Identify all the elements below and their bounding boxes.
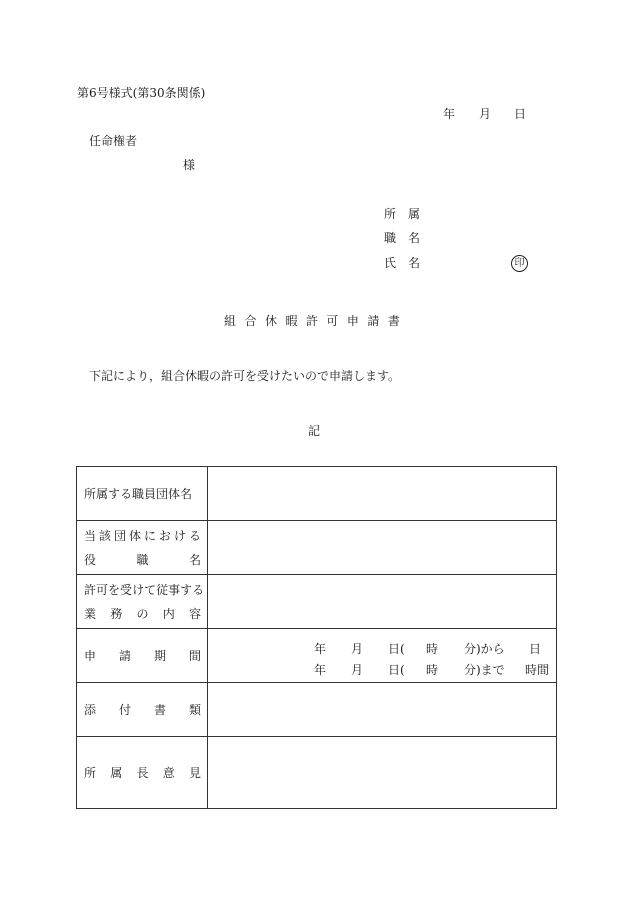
label-char: 団 <box>113 528 126 543</box>
attachments-field[interactable] <box>208 683 557 737</box>
applicant-position-label-2: 名 <box>408 231 421 245</box>
label-char: 許 <box>84 582 97 597</box>
application-table <box>76 466 557 809</box>
label-cell <box>77 629 208 683</box>
title-char: 休 <box>264 314 277 328</box>
label-cell <box>77 467 208 521</box>
period-year-label: 年 <box>314 642 327 656</box>
label-char: 役 <box>84 552 97 567</box>
table-row <box>77 683 557 737</box>
table-row <box>77 737 557 809</box>
label-char: 従 <box>156 582 169 597</box>
applicant-name-label-1: 氏 <box>384 256 397 270</box>
label-char: 可 <box>96 582 109 597</box>
date-year-label: 年 <box>443 107 456 121</box>
addressee-honorific: 様 <box>183 158 196 172</box>
period-days-unit: 日 <box>529 642 542 656</box>
period-line-to <box>208 661 556 675</box>
period-month-label: 月 <box>351 663 364 677</box>
period-hour-label: 時 <box>426 642 439 656</box>
title-char: 申 <box>346 314 359 328</box>
label-char: け <box>173 528 186 543</box>
applicant-name-label-2: 名 <box>408 256 421 270</box>
title-char: 請 <box>367 314 380 328</box>
label-char: 期 <box>153 648 166 663</box>
label-char: る <box>192 582 205 597</box>
label-char: 属 <box>110 765 123 780</box>
seal-mark: 印 <box>511 255 528 272</box>
ki-heading: 記 <box>308 424 321 438</box>
table-row <box>77 521 557 575</box>
label-char: 見 <box>188 765 201 780</box>
label-char: 付 <box>118 702 131 717</box>
label-char: 名 <box>188 552 201 567</box>
period-year-label: 年 <box>314 663 327 677</box>
label-char: け <box>132 582 145 597</box>
form-number: 第6号様式(第30条関係) <box>77 86 206 100</box>
label-char: 添 <box>84 702 97 717</box>
title-char: 許 <box>305 314 318 328</box>
label-char: の <box>136 606 149 621</box>
title-char: 書 <box>387 314 400 328</box>
label-char: 意 <box>162 765 175 780</box>
label-char: 類 <box>188 702 201 717</box>
title-char: 組 <box>224 314 237 328</box>
label-char: を <box>108 582 121 597</box>
period-day-label: 日( <box>388 663 405 677</box>
label-char: る <box>188 528 201 543</box>
label-cell <box>77 737 208 809</box>
label-char: 長 <box>136 765 149 780</box>
label-char: 職 <box>136 552 149 567</box>
label-char: 体 <box>128 528 141 543</box>
label-char: 業 <box>84 606 97 621</box>
date-day-label: 日 <box>514 107 527 121</box>
period-day-label: 日( <box>388 642 405 656</box>
period-minute-to-label: 分)まで <box>464 663 505 677</box>
applicant-position-label-1: 職 <box>384 231 397 245</box>
label-char: 事 <box>168 582 181 597</box>
supervisor-opinion-field[interactable] <box>208 737 557 809</box>
period-minute-from-label: 分)から <box>464 642 505 656</box>
title-char: 可 <box>326 314 339 328</box>
title-char: 合 <box>244 314 257 328</box>
label-char: 容 <box>188 606 201 621</box>
period-hours-unit: 時間 <box>525 663 550 677</box>
date-month-label: 月 <box>479 107 492 121</box>
label-cell <box>77 575 208 629</box>
label-char: す <box>180 582 193 597</box>
table-row <box>77 467 557 521</box>
period-line-from <box>208 640 556 654</box>
applicant-affiliation-label-1: 所 <box>384 207 397 221</box>
label-char: 間 <box>188 648 201 663</box>
label-char: て <box>144 582 157 597</box>
label-text: 所属する職員団体名 <box>84 486 193 501</box>
table-row <box>77 629 557 683</box>
label-char: 請 <box>118 648 131 663</box>
label-char: 該 <box>98 528 111 543</box>
table-row <box>77 575 557 629</box>
work-content-field[interactable] <box>208 575 557 629</box>
addressee-title: 任命権者 <box>89 134 138 148</box>
label-char: 申 <box>84 648 97 663</box>
label-char: 当 <box>84 528 97 543</box>
label-char: 所 <box>84 765 97 780</box>
union-name-field[interactable] <box>208 467 557 521</box>
applicant-affiliation-label-2: 属 <box>408 207 421 221</box>
body-text: 下記により，組合休暇の許可を受けたいので申請します。 <box>89 369 401 383</box>
union-position-field[interactable] <box>208 521 557 575</box>
label-char: 受 <box>120 582 133 597</box>
label-char: 務 <box>110 606 123 621</box>
label-cell <box>77 521 208 575</box>
document-title <box>224 315 400 327</box>
period-month-label: 月 <box>351 642 364 656</box>
label-char: お <box>158 528 171 543</box>
label-char: 書 <box>153 702 166 717</box>
label-char: 内 <box>162 606 175 621</box>
label-char: に <box>143 528 156 543</box>
title-char: 暇 <box>285 314 298 328</box>
application-period-field[interactable] <box>208 629 557 683</box>
label-cell <box>77 683 208 737</box>
period-hour-label: 時 <box>426 663 439 677</box>
